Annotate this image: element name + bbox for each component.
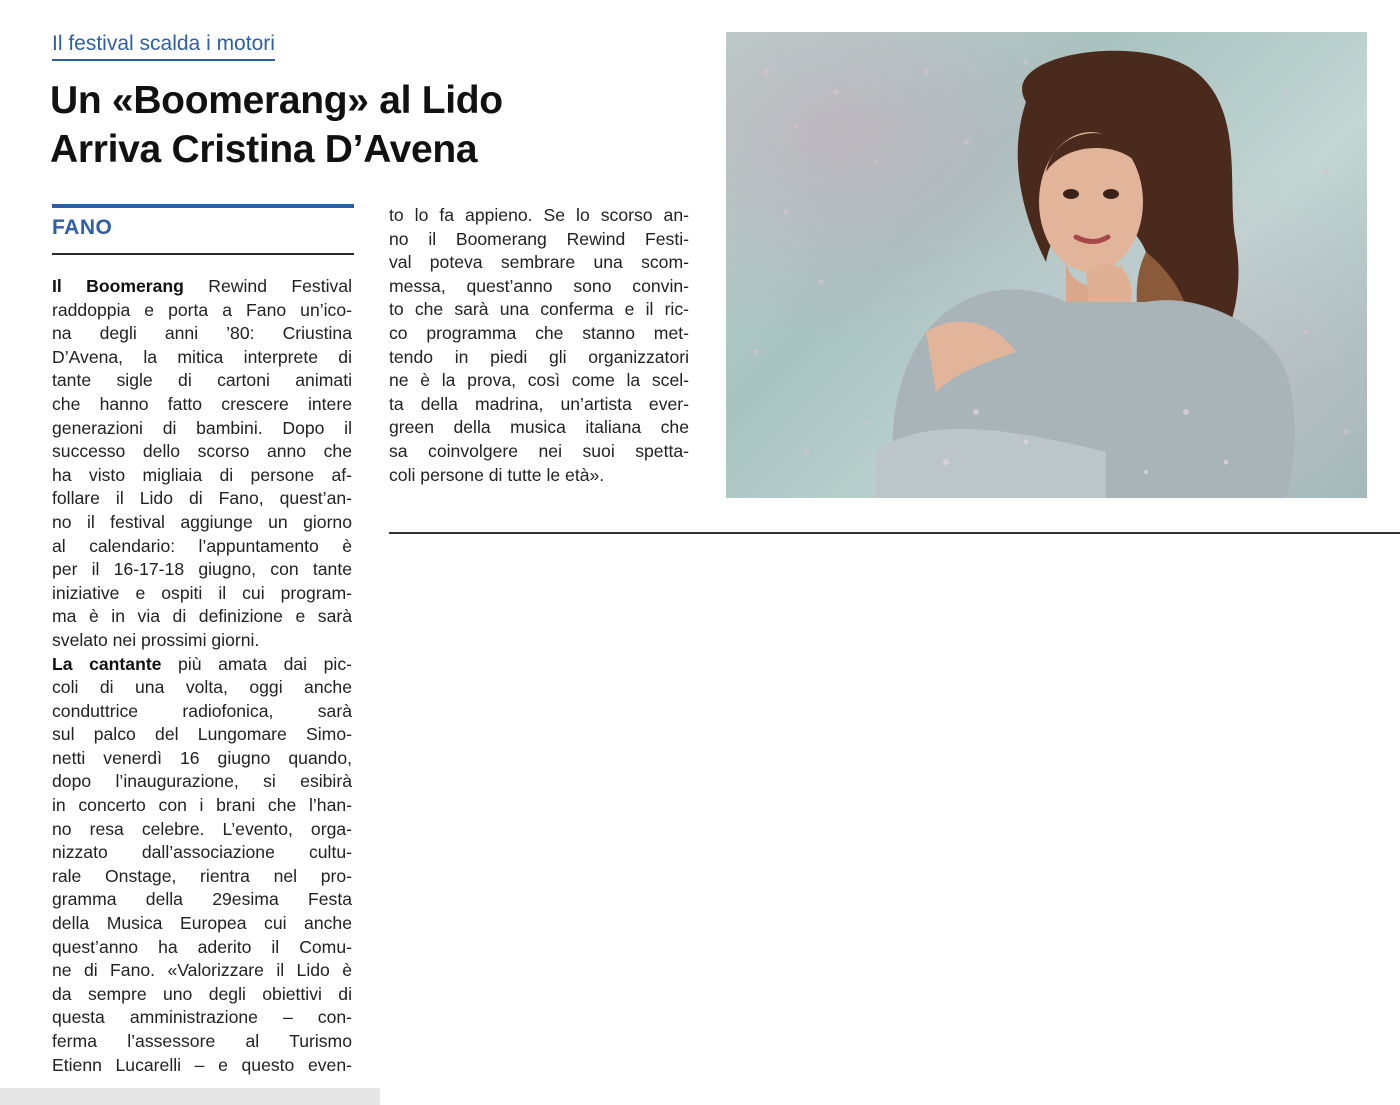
article-line [389,369,689,393]
headline [50,76,503,174]
article-line-text: quest’anno ha aderito il Comu- [52,936,352,957]
page-edge-shade [0,1088,380,1105]
article-line [52,1006,352,1030]
article-line [52,818,352,842]
article-line [52,700,352,724]
article-line [389,298,689,322]
article-line [52,959,352,983]
article-lead-in: Il Boomerang [52,276,184,296]
article-line [52,653,352,677]
article-line-text: tante sigle di cartoni animati [52,370,352,391]
article-line-text: ne di Fano. «Valorizzare il Lido è [52,960,352,981]
article-line [389,346,689,370]
article-line-text: in concerto con i brani che l’han- [52,795,352,816]
article-line-text: co programma che stanno met- [389,322,689,343]
article-line-text: messa, quest’anno sono convin- [389,275,689,296]
article-line-text: ha visto migliaia di persone af- [52,464,352,485]
article-line-text: no il Boomerang Rewind Festi- [389,228,689,249]
section-divider [389,532,1400,534]
article-line [52,770,352,794]
article-lead-in: La cantante [52,653,162,674]
article-line-text: coli di una volta, oggi anche [52,677,352,698]
article-line [52,747,352,771]
headline-line-2: Arriva Cristina D’Avena [50,128,478,171]
article-line [52,464,352,488]
article-line-text: della Musica Europea cui anche [52,913,352,934]
article-line [52,629,352,653]
article-line [389,393,689,417]
article-line-text: to che sarà una conferma e il ric- [389,299,689,320]
article-line-text: generazioni di bambini. Dopo il [52,417,352,438]
article-line [52,535,352,559]
dateline: FANO [52,216,113,239]
article-line-text: iniziative e ospiti il cui program- [52,582,352,603]
article-line-text: ta della madrina, un’artista ever- [389,393,689,414]
article-line-text: nizzato dall’associazione cultu- [52,842,352,863]
article-line-text: ferma l’assessore al Turismo [52,1031,352,1051]
article-line [52,723,352,747]
article-line [52,605,352,629]
article-line [52,936,352,960]
article-line [52,558,352,582]
article-line-text: conduttrice radiofonica, sarà [52,700,352,721]
article-line [52,346,352,370]
article-column-1 [52,275,352,1077]
article-line [52,299,352,323]
article-line-text: raddoppia e porta a Fano un’ico- [52,299,352,320]
article-line [389,464,689,488]
article-line-text: na degli anni ’80: Criustina [52,323,352,344]
article-line-text: val poteva sembrare una scom- [389,252,689,273]
article-line [52,369,352,393]
article-line-text: Rewind Festival [183,276,352,296]
article-line-text: rale Onstage, rientra nel pro- [52,865,352,886]
dateline-rule-bottom [52,253,354,255]
article-line-text: follare il Lido di Fano, quest’an- [52,488,352,509]
article-line [52,322,352,346]
article-line [52,393,352,417]
article-line-text: Etienn Lucarelli – e questo even- [52,1054,352,1075]
article-line [52,582,352,606]
article-line [389,275,689,299]
article-line [52,983,352,1007]
article-line [52,1030,352,1054]
article-line [52,487,352,511]
article-line-text: coli persone di tutte le età». [389,464,605,485]
article-line-text: da sempre uno degli obiettivi di [52,983,352,1004]
article-line-text: sul palco del Lungomare Simo- [52,724,352,745]
article-line [389,322,689,346]
portrait-photo-icon [726,32,1367,498]
dateline-rule-top [52,204,354,208]
article-column-2 [389,204,689,487]
article-line-text: no resa celebre. L’evento, orga- [52,818,352,839]
article-line [52,865,352,889]
article-line-text: gramma della 29esima Festa [52,889,352,910]
article-line [389,416,689,440]
article-line [389,440,689,464]
article-line-text: ma è in via di definizione e sarà [52,606,352,627]
article-line-text: tendo in piedi gli organizzatori [389,346,689,367]
article-line-text: no il festival aggiunge un giorno [52,511,352,532]
article-line [389,251,689,275]
article-line-text: questa amministrazione – con- [52,1007,352,1028]
article-line-text: D’Avena, la mitica interprete di [52,346,352,367]
article-line-text: dopo l’inaugurazione, si esibirà [52,771,352,792]
article-line-text: al calendario: l’appuntamento è [52,535,352,556]
article-line-text: svelato nei prossimi giorni. [52,629,260,650]
article-line [52,440,352,464]
article-line [52,912,352,936]
article-line [52,275,352,299]
article-line-text: che hanno fatto crescere intere [52,393,352,414]
article-line [52,1054,352,1078]
article-line-text: sa coinvolgere nei suoi spetta- [389,440,689,461]
article-line [52,841,352,865]
article-line [52,676,352,700]
article-line-text: netti venerdì 16 giugno quando, [52,747,352,768]
kicker: Il festival scalda i motori [52,30,275,61]
article-line [389,228,689,252]
portrait-photo [726,32,1367,498]
article-line-text: per il 16-17-18 giugno, con tante [52,559,352,580]
article-line-text: ne è la prova, così come la scel- [389,370,689,391]
article-line-text: to lo fa appieno. Se lo scorso an- [389,205,689,225]
article-line-text: più amata dai pic- [161,653,352,674]
article-line [52,417,352,441]
article-line-text: green della musica italiana che [389,417,689,438]
article-line [52,511,352,535]
article-line [389,204,689,228]
article-line [52,888,352,912]
headline-line-1: Un «Boomerang» al Lido [50,79,503,122]
article-line [52,794,352,818]
article-line-text: successo dello scorso anno che [52,441,352,462]
